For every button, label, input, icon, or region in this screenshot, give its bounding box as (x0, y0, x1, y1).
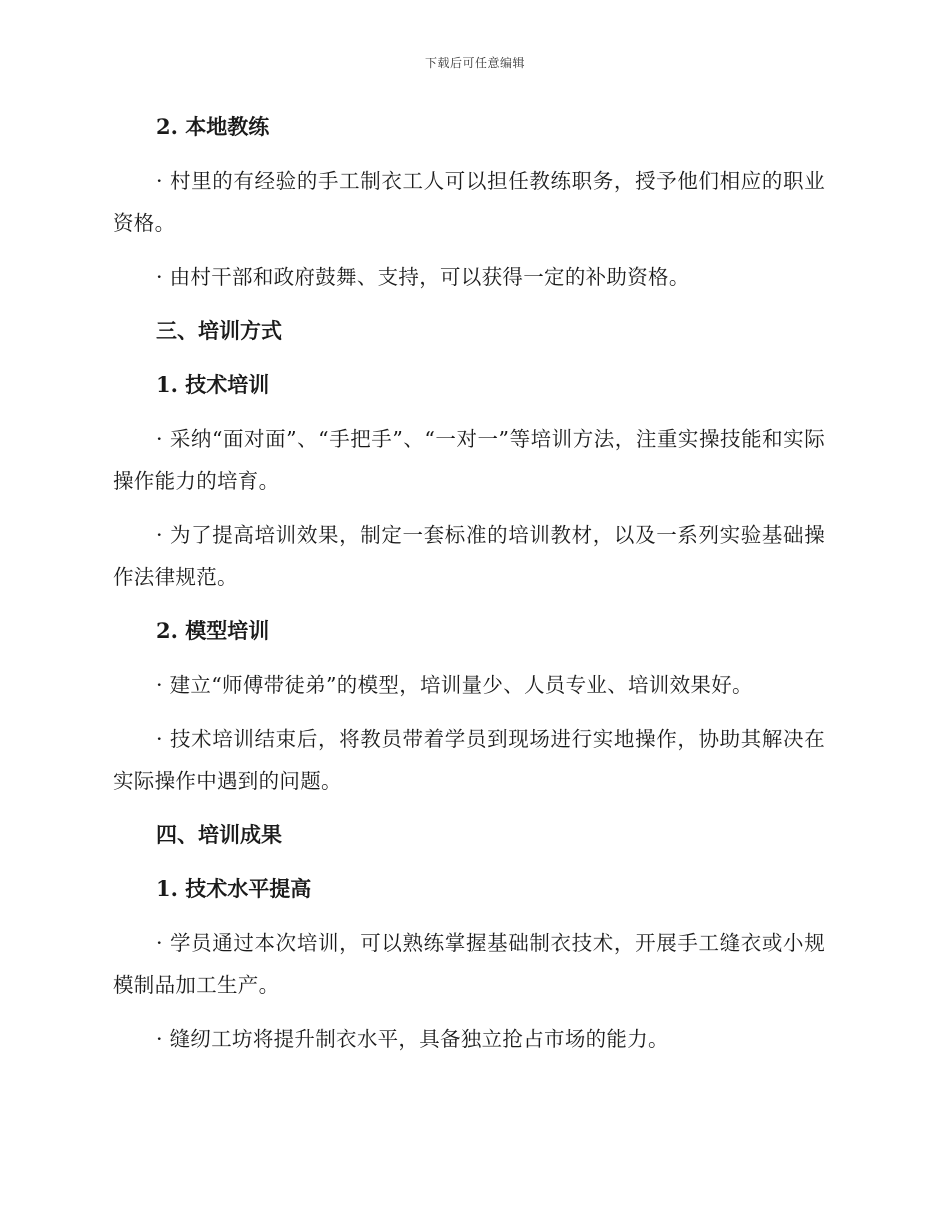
section-heading-local-coach: 2. 本地教练 (156, 114, 270, 139)
paragraph-coach-subsidy: · 由村干部和政府鼓舞、支持，可以获得一定的补助资格。 (156, 265, 690, 289)
section-heading-skill-improvement: 1. 技术水平提高 (156, 876, 312, 901)
section-heading-training-methods: 三、培训方式 (156, 318, 282, 343)
paragraph-onsite-practice: · 技术培训结束后，将教员带着学员到现场进行实地操作，协助其解决在实际操作中遇到的问题。 (113, 727, 825, 793)
paragraph-training-approach: · 采纳“面对面”、“手把手”、“一对一”等培训方法，注重实操技能和实际操作能力的培育。 (113, 427, 825, 493)
paragraph-workshop-capability: · 缝纫工坊将提升制衣水平，具备独立抢占市场的能力。 (156, 1027, 669, 1051)
paragraph-apprentice-model: · 建立“师傅带徒弟”的模型，培训量少、人员专业、培训效果好。 (156, 673, 753, 697)
section-heading-technical-training: 1. 技术培训 (156, 372, 270, 397)
section-heading-training-results: 四、培训成果 (156, 822, 282, 847)
section-heading-model-training: 2. 模型培训 (156, 618, 270, 643)
paragraph-skill-mastery: · 学员通过本次培训，可以熟练掌握基础制衣技术，开展手工缝衣或小规模制品加工生产。 (113, 931, 825, 997)
header-note: 下载后可任意编辑 (424, 56, 525, 70)
document-body (113, 106, 825, 1072)
paragraph-coach-qualification: · 村里的有经验的手工制衣工人可以担任教练职务，授予他们相应的职业资格。 (113, 169, 825, 235)
paragraph-training-materials: · 为了提高培训效果，制定一套标准的培训教材，以及一系列实验基础操作法律规范。 (113, 523, 825, 589)
